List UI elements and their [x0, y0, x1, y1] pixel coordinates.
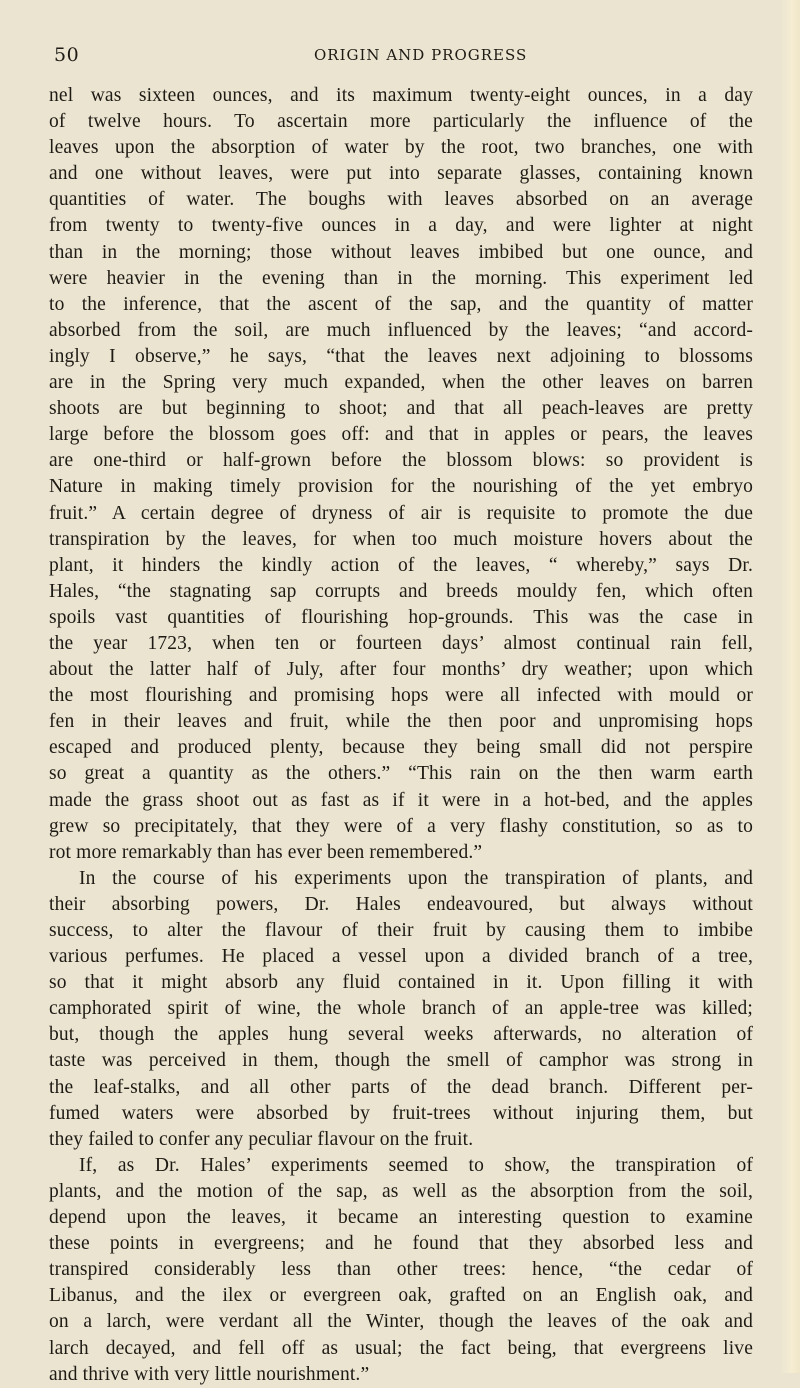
- text-line: camphorated spirit of wine, the whole branch of an apple-tree was killed;: [49, 998, 753, 1020]
- text-line: leaves upon the absorption of water by the root, two branches, one with: [49, 137, 753, 159]
- text-line: so great a quantity as the others.” “This rain on the then warm earth: [49, 763, 753, 785]
- text-line: and one without leaves, were put into separate glasses, containing known: [49, 163, 753, 185]
- text-line: the leaf-stalks, and all other parts of the dead branch. Different per-: [49, 1076, 753, 1098]
- text-line: about the latter half of July, after four months’ dry weather; upon which: [49, 659, 753, 681]
- text-line: the most flourishing and promising hops were all infected with mould or: [49, 685, 753, 707]
- text-line: spoils vast quantities of flourishing hop-grounds. This was the case in: [49, 606, 753, 628]
- text-line: ingly I observe,” he says, “that the leaves next adjoining to blossoms: [49, 345, 753, 367]
- text-line: large before the blossom goes off: and that in apples or pears, the leaves: [49, 424, 753, 446]
- text-line: various perfumes. He placed a vessel upon a divided branch of a tree,: [49, 946, 753, 968]
- text-line: Nature in making timely provision for the nourishing of the yet embryo: [49, 476, 753, 498]
- text-line: were heavier in the evening than in the morning. This experiment led: [49, 267, 753, 289]
- text-line: absorbed from the soil, are much influenced by the leaves; “and accord-: [49, 319, 753, 341]
- text-line: from twenty to twenty-five ounces in a day, and were lighter at night: [49, 215, 753, 237]
- running-title: ORIGIN AND PROGRESS: [314, 46, 528, 64]
- text-line: larch decayed, and fell off as usual; the fact being, that evergreens live: [49, 1337, 753, 1359]
- text-line: than in the morning; those without leaves imbibed but one ounce, and: [49, 241, 753, 263]
- text-line: Hales, “the stagnating sap corrupts and breeds mouldy fen, which often: [49, 580, 753, 602]
- text-line: quantities of water. The boughs with leaves absorbed on an average: [49, 189, 753, 211]
- text-line: grew so precipitately, that they were of a very flashy constitution, so as to: [49, 815, 753, 837]
- text-line: are one-third or half-grown before the blossom blows: so provident is: [49, 450, 753, 472]
- page-number: 50: [54, 44, 80, 66]
- text-line: fumed waters were absorbed by fruit-trees without injuring them, but: [49, 1102, 753, 1124]
- text-line: are in the Spring very much expanded, when the other leaves on barren: [49, 372, 753, 394]
- text-line: transpiration by the leaves, for when too much moisture hovers about the: [49, 528, 753, 550]
- text-line: shoots are but beginning to shoot; and that all peach-leaves are pretty: [49, 398, 753, 420]
- text-line: of twelve hours. To ascertain more particularly the influence of the: [49, 111, 753, 133]
- text-line: Libanus, and the ilex or evergreen oak, grafted on an English oak, and: [49, 1285, 753, 1307]
- text-line: escaped and produced plenty, because they being small did not perspire: [49, 737, 753, 759]
- paragraph-end-line: they failed to confer any peculiar flavour on the fruit.: [49, 1128, 474, 1150]
- page-edge-shading: [780, 0, 800, 1373]
- text-line: taste was perceived in them, though the smell of camphor was strong in: [49, 1050, 753, 1072]
- text-line: made the grass shoot out as fast as if it were in a hot-bed, and the apples: [49, 789, 753, 811]
- text-line: success, to alter the flavour of their fruit by causing them to imbibe: [49, 920, 753, 941]
- page-header: [52, 44, 740, 70]
- text-line: plant, it hinders the kindly action of the leaves, “ whereby,” says Dr.: [49, 554, 753, 576]
- text-line: so that it might absorb any fluid contained in it. Upon filling it with: [49, 972, 753, 994]
- text-line: plants, and the motion of the sap, as well as the absorption from the soil,: [49, 1180, 753, 1202]
- paragraph-start-line: In the course of his experiments upon the transpiration of plants, and: [79, 867, 753, 889]
- paragraph-end-line: and thrive with very little nourishment.”: [49, 1363, 370, 1385]
- text-line: the year 1723, when ten or fourteen days’ almost continual rain fell,: [49, 632, 753, 654]
- text-line: their absorbing powers, Dr. Hales endeavoured, but always without: [49, 893, 753, 915]
- text-line: these points in evergreens; and he found that they absorbed less and: [49, 1233, 753, 1255]
- text-line: on a larch, were verdant all the Winter, though the leaves of the oak and: [49, 1311, 753, 1333]
- text-line: nel was sixteen ounces, and its maximum twenty-eight ounces, in a day: [49, 85, 753, 106]
- text-line: fruit.” A certain degree of dryness of air is requisite to promote the due: [49, 502, 753, 524]
- text-line: depend upon the leaves, it became an interesting question to examine: [49, 1207, 753, 1229]
- text-line: but, though the apples hung several weeks afterwards, no alteration of: [49, 1024, 753, 1046]
- text-line: to the inference, that the ascent of the sap, and the quantity of matter: [49, 293, 753, 315]
- text-line: fen in their leaves and fruit, while the then poor and unpromising hops: [49, 711, 753, 733]
- text-line: transpired considerably less than other trees: hence, “the cedar of: [49, 1259, 753, 1281]
- paragraph-end-line: rot more remarkably than has ever been remembered.”: [49, 841, 483, 863]
- body-text: [49, 83, 753, 1388]
- paragraph-start-line: If, as Dr. Hales’ experiments seemed to show, the transpiration of: [79, 1154, 753, 1176]
